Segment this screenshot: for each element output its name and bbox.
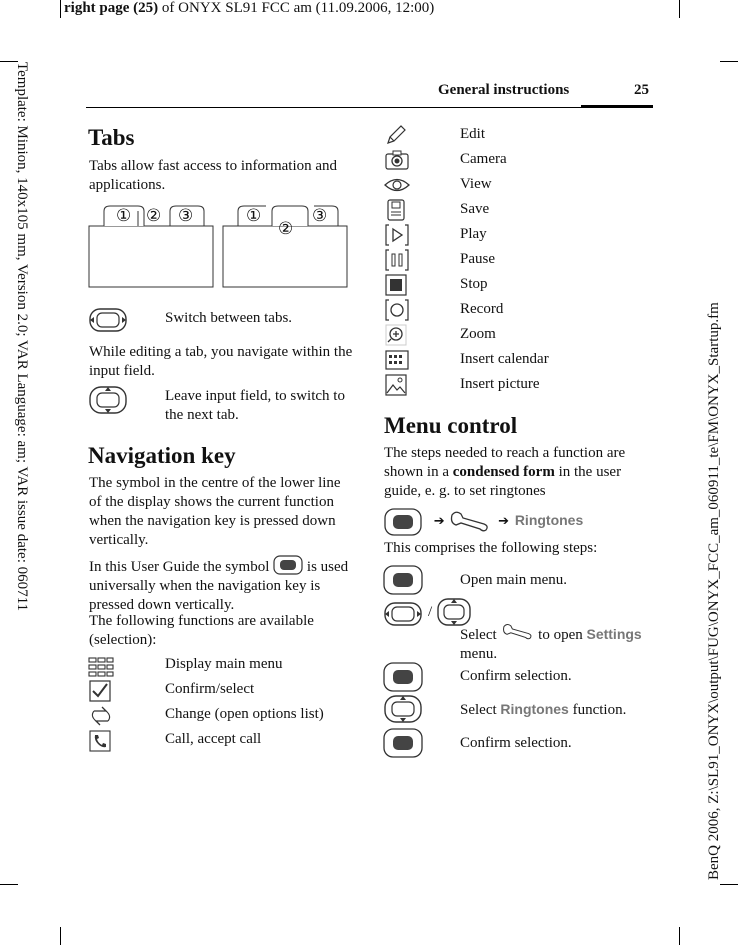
list-item-label: Insert calendar (460, 351, 549, 367)
list-item-label: Zoom (460, 326, 496, 342)
template-note (10, 62, 30, 822)
print-header-bold: right page (25) (64, 0, 159, 16)
list-item-label: Save (460, 201, 490, 217)
menu-icon (88, 656, 114, 678)
menu-control-para-start: The steps needed to reach a function are shown in a (384, 445, 626, 480)
tab-frame-2 (222, 203, 350, 289)
record-icon (384, 299, 410, 321)
print-header-text: of ONYX SL91 FCC am (11.09.2006, 12:00) (161, 0, 435, 16)
list-item-label: Pause (460, 251, 495, 267)
list-item-label: Camera (460, 151, 507, 167)
crop-mark (60, 927, 61, 945)
nav-center-icon (273, 555, 303, 575)
template-note-text: Template: Minion, 140x105 mm, Version 2.0; VAR Language: am; VAR issue date: 060711 (14, 62, 30, 612)
calendar-icon (384, 349, 410, 371)
tab-3-glyph: ③ (312, 206, 328, 226)
function-label: Change (open options list) (165, 706, 324, 722)
tab-illustration-1 (88, 203, 216, 289)
tab-2-glyph: ② (278, 219, 294, 239)
step-select-text: Select (460, 702, 497, 718)
navigation-para1: The symbol in the centre of the lower line of the display shows the current function when the navigation key is pressed down vertically. (89, 475, 341, 548)
step-confirm: Confirm selection. (460, 735, 572, 751)
condensed-form-term: condensed form (452, 464, 555, 480)
tab-2-glyph: ② (146, 206, 162, 226)
wrench-icon (500, 622, 534, 642)
options-icon (88, 705, 114, 727)
navigation-para2-end: is used universally when the navigation key is pressed down vertically. (89, 559, 349, 613)
navigation-para2 (89, 555, 351, 615)
or-separator: / (428, 604, 433, 620)
menu-control-heading: Menu control (384, 413, 518, 438)
step-select-settings (460, 622, 660, 664)
nav-up-down-icon (383, 694, 423, 724)
nav-center-icon (383, 728, 423, 758)
play-icon (384, 224, 410, 246)
editing-text: While editing a tab, you navigate within the input field. (89, 344, 353, 379)
path-arrow: ➔ (498, 514, 510, 530)
tab-3-glyph: ③ (178, 206, 194, 226)
tab-illustration-2 (222, 203, 350, 289)
crop-mark (679, 927, 680, 945)
list-item-label: Insert picture (460, 376, 540, 392)
crop-mark (720, 61, 738, 62)
step-select-ringtones (460, 701, 626, 719)
crop-mark (720, 884, 738, 885)
step-confirm: Confirm selection. (460, 668, 572, 684)
zoom-icon (384, 324, 410, 346)
tab-1-glyph: ① (116, 206, 132, 226)
ringtones-path-label: Ringtones (514, 512, 584, 529)
nav-center-icon (383, 565, 423, 595)
switch-tabs-label: Switch between tabs. (165, 310, 293, 326)
comprises-text: This comprises the following steps: (384, 540, 598, 556)
crop-mark (0, 884, 18, 885)
header-rule (86, 107, 581, 108)
nav-center-icon (384, 508, 422, 536)
step-function-text: function. (572, 702, 627, 718)
navigation-para2-start: In this User Guide the symbol (89, 559, 270, 575)
nav-left-right-icon (383, 601, 423, 627)
stop-icon (384, 274, 410, 296)
function-label: Confirm/select (165, 681, 255, 697)
running-title: General instructions (438, 82, 570, 98)
eye-icon (384, 174, 410, 196)
path-arrow: ➔ (433, 514, 445, 530)
tabs-intro: Tabs allow fast access to information and applications. (89, 158, 338, 193)
step-select-text: Select (460, 627, 497, 643)
picture-icon (384, 374, 410, 396)
step-open-menu: Open main menu. (460, 572, 568, 588)
function-label: Call, accept call (165, 731, 262, 747)
list-item-label: Edit (460, 126, 485, 142)
list-item-label: Play (460, 226, 487, 242)
navigation-heading: Navigation key (88, 443, 236, 468)
save-icon (384, 199, 410, 221)
step-menu-text: menu. (460, 646, 498, 662)
file-path-note (706, 240, 726, 880)
menu-control-para-end: in the user guide, e. g. to set ringtones (384, 464, 622, 499)
condensed-path (384, 508, 583, 538)
nav-center-icon (383, 662, 423, 692)
pencil-icon (384, 124, 410, 146)
header-rule-thick (581, 105, 653, 108)
page-number: 25 (634, 82, 649, 98)
list-item-label: View (460, 176, 492, 192)
nav-up-down-icon (88, 385, 128, 415)
pause-icon (384, 249, 410, 271)
leave-field-label: Leave input field, to switch to the next tab. (165, 388, 345, 423)
print-header (64, 0, 434, 17)
menu-control-para (384, 444, 652, 501)
crop-mark (679, 0, 680, 18)
settings-label: Settings (586, 626, 642, 642)
wrench-icon (448, 509, 490, 535)
crop-mark (60, 0, 61, 18)
call-icon (88, 730, 114, 752)
list-item-label: Stop (460, 276, 488, 292)
tab-1-glyph: ① (246, 206, 262, 226)
check-icon (88, 680, 114, 702)
step-open-text: to open (538, 627, 583, 643)
navigation-para3: The following functions are available (selection): (89, 613, 314, 648)
file-path-text: BenQ 2006, Z:\SL91_ONYX\output\FUG\ONYX_FCC_am_060911_te\FM\ONYX_Startup.fm (706, 302, 722, 880)
ringtones-label: Ringtones (500, 701, 569, 717)
nav-left-right-icon (88, 307, 128, 333)
tabs-heading: Tabs (88, 125, 135, 150)
function-label: Display main menu (165, 656, 283, 672)
camera-icon (384, 149, 410, 171)
list-item-label: Record (460, 301, 504, 317)
